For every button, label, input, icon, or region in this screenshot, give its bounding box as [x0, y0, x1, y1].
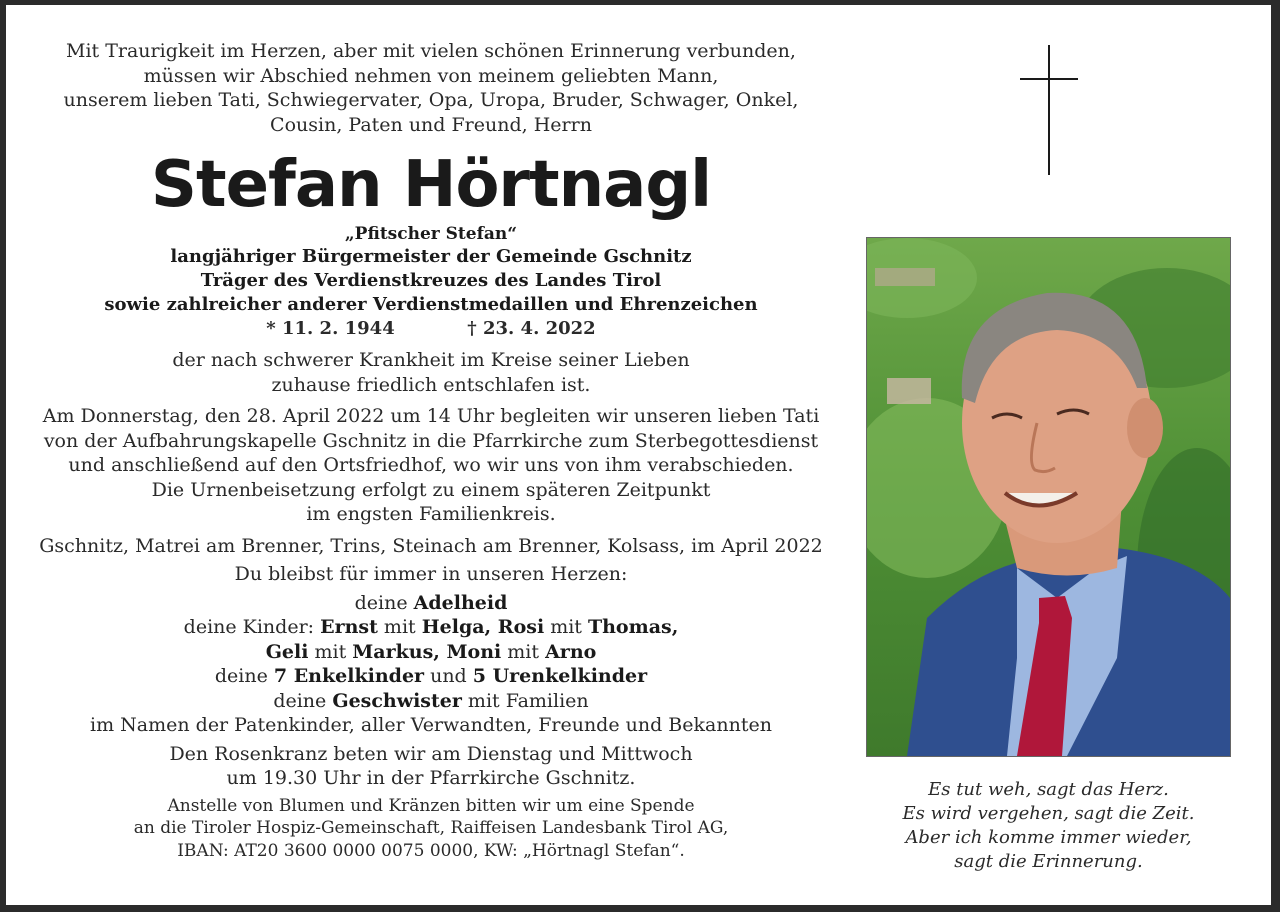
titles-block: [16, 223, 846, 341]
obituary-text: [16, 39, 846, 862]
intro-line: Cousin, Paten und Freund, Herrn: [270, 113, 592, 136]
intro-block: [16, 39, 846, 137]
family-grandchildren: deine 7 Enkelkinder und 5 Urenkelkinder: [214, 665, 648, 687]
funeral-line: von der Aufbahrungskapelle Gschnitz in die Pfarrkirche zum Sterbegottesdienst: [43, 429, 819, 452]
family-siblings: deine Geschwister mit Familien: [273, 689, 589, 712]
passing-line: der nach schwerer Krankheit im Kreise seiner Lieben: [172, 349, 690, 371]
funeral-line: Am Donnerstag, den 28. April 2022 um 14 Uhr begleiten wir unseren lieben Tati: [42, 405, 820, 427]
obituary-card: [6, 5, 1271, 905]
verse-line: Aber ich komme immer wieder,: [905, 827, 1192, 848]
death-date: † 23. 4. 2022: [467, 318, 596, 339]
portrait-photo: [866, 237, 1231, 757]
rosary-line: um 19.30 Uhr in der Pfarrkirche Gschnitz.: [226, 767, 636, 789]
verse-block: [866, 778, 1231, 874]
title-line: sowie zahlreicher anderer Verdienstmedaillen und Ehrenzeichen: [104, 294, 758, 315]
title-line: langjähriger Bürgermeister der Gemeinde Gschnitz: [170, 246, 692, 267]
verse-line: Es tut weh, sagt das Herz.: [928, 779, 1169, 800]
life-dates: [16, 317, 846, 341]
funeral-line: im engsten Familienkreis.: [306, 503, 556, 525]
intro-line: Mit Traurigkeit im Herzen, aber mit vielen schönen Erinnerung verbunden,: [66, 40, 796, 62]
nickname: „Pfitscher Stefan“: [344, 224, 518, 244]
donation-line: Anstelle von Blumen und Kränzen bitten wir um eine Spende: [167, 795, 695, 816]
intro-line: unserem lieben Tati, Schwiegervater, Opa, Uropa, Bruder, Schwager, Onkel,: [63, 89, 799, 111]
family-others: im Namen der Patenkinder, aller Verwandten, Freunde und Bekannten: [90, 714, 772, 736]
family-kids-2: Geli mit Markus, Moni mit Arno: [265, 640, 597, 663]
remain-line: Du bleibst für immer in unseren Herzen:: [234, 563, 628, 585]
birth-date: * 11. 2. 1944: [266, 318, 395, 339]
donation-line: an die Tiroler Hospiz-Gemeinschaft, Raiffeisen Landesbank Tirol AG,: [133, 818, 729, 838]
passing-line: zuhause friedlich entschlafen ist.: [271, 373, 591, 396]
verse-line: sagt die Erinnerung.: [954, 851, 1143, 872]
intro-line: müssen wir Abschied nehmen von meinem geliebten Mann,: [143, 64, 719, 87]
family-kids-1: deine Kinder: Ernst mit Helga, Rosi mit Thomas,: [183, 616, 679, 638]
portrait-image: [867, 238, 1230, 756]
donation-line: IBAN: AT20 3600 0000 0075 0000, KW: „Hörtnagl Stefan“.: [177, 840, 685, 861]
rosary-line: Den Rosenkranz beten wir am Dienstag und Mittwoch: [169, 742, 693, 765]
places-date: Gschnitz, Matrei am Brenner, Trins, Steinach am Brenner, Kolsass, im April 2022: [39, 534, 823, 557]
funeral-line: und anschließend auf den Ortsfriedhof, wo wir uns von ihm verabschieden.: [68, 454, 794, 476]
family-block: [16, 591, 846, 738]
cross-icon: [1020, 45, 1078, 175]
family-wife: deine Adelheid: [354, 591, 508, 614]
deceased-name: Stefan Hörtnagl: [150, 148, 712, 222]
title-line: Träger des Verdienstkreuzes des Landes Tirol: [200, 270, 662, 291]
donation-block: [16, 795, 846, 863]
verse-line: Es wird vergehen, sagt die Zeit.: [902, 803, 1195, 824]
funeral-line: Die Urnenbeisetzung erfolgt zu einem späteren Zeitpunkt: [151, 478, 711, 501]
